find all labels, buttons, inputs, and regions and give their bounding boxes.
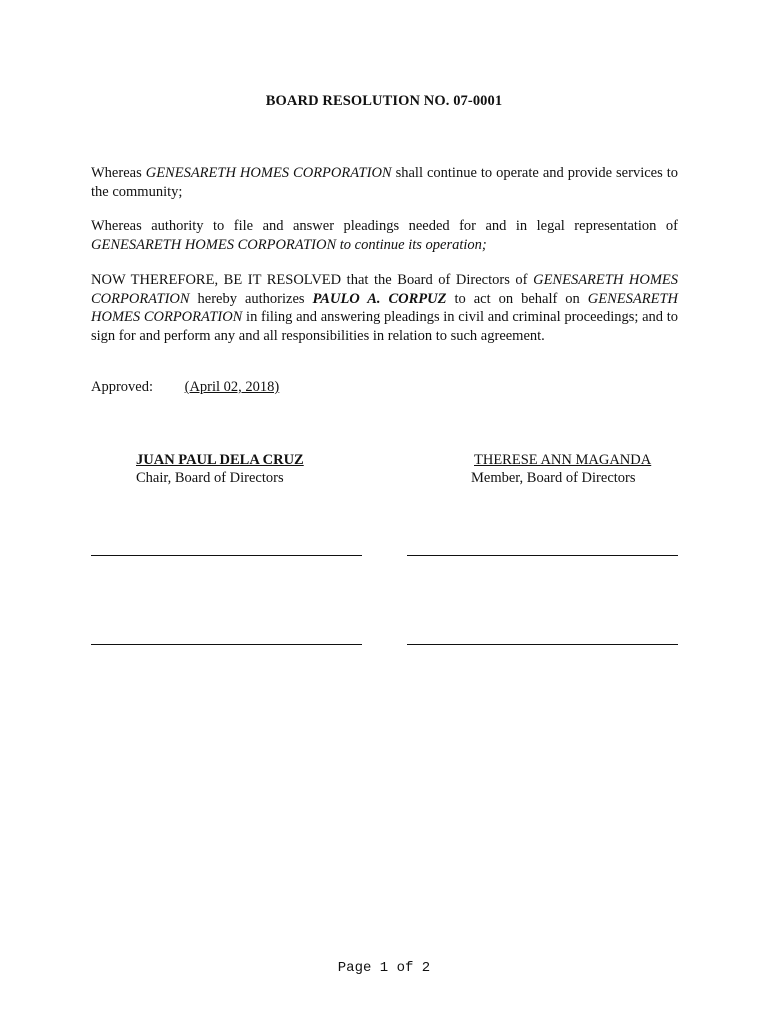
signatory-role: Member, Board of Directors: [471, 470, 636, 486]
p1-rest: shall continue to operate and provide services to the community;: [91, 165, 679, 200]
paragraph-resolved: [91, 271, 678, 345]
p3-lead: NOW THEREFORE, BE IT RESOLVED that the Board of Directors of: [91, 272, 528, 288]
p1-lead: Whereas: [91, 165, 142, 181]
resolution-title: BOARD RESOLUTION NO. 07-0001: [265, 93, 503, 109]
p3-representative: PAULO A. CORPUZ: [312, 290, 447, 307]
p1-company: GENESARETH HOMES CORPORATION: [145, 165, 392, 181]
signatory-member: [471, 451, 651, 487]
signature-line: [91, 555, 362, 556]
signatory-role: Chair, Board of Directors: [136, 470, 284, 486]
approved-label: Approved:: [91, 379, 154, 395]
signature-line: [407, 644, 678, 645]
paragraph-whereas-1: [91, 164, 678, 201]
p2-lead: Whereas authority to file and answer pleadings needed for and in legal representation of: [91, 218, 678, 234]
signatory-name: JUAN PAUL DELA CRUZ: [136, 452, 304, 468]
approved-row: [91, 379, 279, 396]
signature-line: [91, 644, 362, 645]
p3-middle: hereby authorizes: [197, 290, 305, 307]
p3-company-2: GENESARETH HOMES CORPORATION: [91, 290, 679, 325]
page-number-footer: Page 1 of 2: [337, 960, 431, 976]
signatory-chair: [136, 451, 304, 487]
signature-line: [407, 555, 678, 556]
signatory-name: THERESE ANN MAGANDA: [474, 452, 652, 468]
approved-date: (April 02, 2018): [184, 379, 280, 395]
p2-italic-tail: GENESARETH HOMES CORPORATION to continue its operation;: [91, 236, 487, 253]
p3-tail: in filing and answering pleadings in civil and criminal proceedings; and to sign for and perform any and all responsibilities in relation to such agreement.: [91, 309, 678, 344]
p3-middle-2: to act on behalf on: [454, 290, 580, 307]
paragraph-whereas-2: [91, 217, 678, 254]
p3-company-1: GENESARETH HOMES CORPORATION: [91, 272, 679, 307]
